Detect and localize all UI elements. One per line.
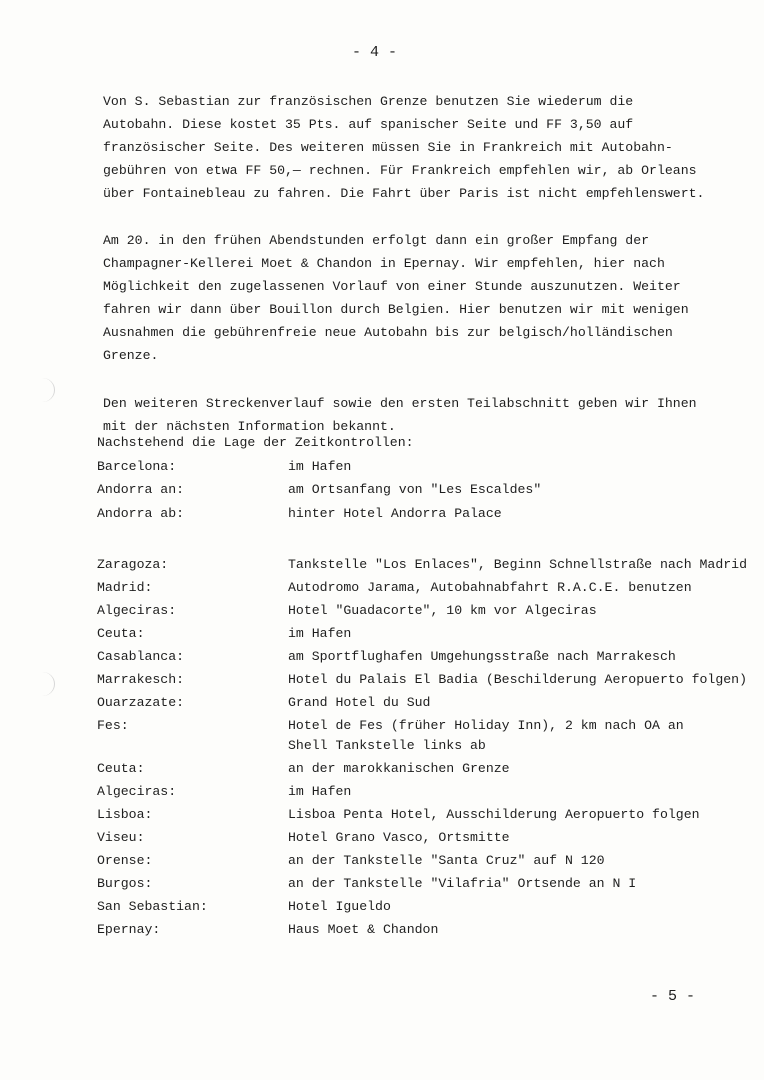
list-item [97, 647, 747, 667]
list-item [97, 555, 747, 575]
control-location: Autodromo Jarama, Autobahnabfahrt R.A.C.E. benutzen [288, 580, 692, 595]
page-number-next: - 5 - [650, 988, 696, 1005]
control-location: Hotel Igueldo [288, 899, 391, 914]
control-place: Ouarzazate: [97, 695, 185, 710]
control-place: Marrakesch: [97, 672, 185, 687]
control-location: Grand Hotel du Sud [288, 695, 431, 710]
list-item [97, 759, 747, 779]
controls-heading: Nachstehend die Lage der Zeitkontrollen: [97, 435, 414, 450]
punch-hole-mark [30, 672, 55, 696]
control-location-line: Hotel de Fes (früher Holiday Inn), 2 km nach OA an [288, 718, 684, 733]
list-item [97, 851, 747, 871]
text-line: Ausnahmen die gebührenfreie neue Autobahn bis zur belgisch/holländischen [103, 325, 673, 340]
control-location: am Ortsanfang von "Les Escaldes" [288, 482, 542, 497]
control-location: Hotel Grano Vasco, Ortsmitte [288, 830, 510, 845]
text-line: französischer Seite. Des weiteren müssen Sie in Frankreich mit Autobahn- [103, 140, 673, 155]
control-location: an der marokkanischen Grenze [288, 761, 510, 776]
control-location [288, 716, 747, 756]
control-location: im Hafen [288, 784, 352, 799]
list-item [97, 480, 747, 500]
control-place: Fes: [97, 718, 129, 733]
control-location: Lisboa Penta Hotel, Ausschilderung Aeropuerto folgen [288, 807, 700, 822]
control-place: Epernay: [97, 922, 161, 937]
control-location: im Hafen [288, 626, 352, 641]
list-item [97, 601, 747, 621]
control-location: Haus Moet & Chandon [288, 922, 439, 937]
control-location: im Hafen [288, 459, 352, 474]
list-item [97, 897, 747, 917]
list-item [97, 624, 747, 644]
text-line: mit der nächsten Information bekannt. [103, 419, 396, 434]
text-line: Autobahn. Diese kostet 35 Pts. auf spanischer Seite und FF 3,50 auf [103, 117, 634, 132]
control-place: Madrid: [97, 580, 153, 595]
control-location: Hotel du Palais El Badia (Beschilderung Aeropuerto folgen) [288, 672, 747, 687]
list-item [97, 693, 747, 713]
list-item [97, 670, 747, 690]
control-place: Viseu: [97, 830, 145, 845]
control-place: Burgos: [97, 876, 153, 891]
list-item [97, 920, 747, 940]
control-place: Barcelona: [97, 459, 177, 474]
list-item [97, 782, 747, 802]
control-place: Algeciras: [97, 784, 177, 799]
text-line: Grenze. [103, 348, 159, 363]
paragraph-streckenverlauf [103, 392, 743, 438]
control-place: Zaragoza: [97, 557, 169, 572]
list-item [97, 874, 747, 894]
control-place: Ceuta: [97, 761, 145, 776]
text-line: fahren wir dann über Bouillon durch Belgien. Hier benutzen wir mit wenigen [103, 302, 689, 317]
text-line: gebühren von etwa FF 50,— rechnen. Für Frankreich empfehlen wir, ab Orleans [103, 163, 697, 178]
control-place: Casablanca: [97, 649, 185, 664]
text-line: Den weiteren Streckenverlauf sowie den ersten Teilabschnitt geben wir Ihnen [103, 396, 697, 411]
control-location: Hotel "Guadacorte", 10 km vor Algeciras [288, 603, 597, 618]
paragraph-autobahn [103, 90, 743, 205]
text-line: Möglichkeit den zugelassenen Vorlauf von einer Stunde auszunutzen. Weiter [103, 279, 681, 294]
list-item [97, 457, 747, 477]
list-item [97, 578, 747, 598]
control-location: an der Tankstelle "Santa Cruz" auf N 120 [288, 853, 605, 868]
list-item [97, 504, 747, 524]
control-place: San Sebastian: [97, 899, 208, 914]
control-place: Ceuta: [97, 626, 145, 641]
punch-hole-mark [30, 378, 55, 402]
control-location-line: Shell Tankstelle links ab [288, 738, 486, 753]
paragraph-empfang [103, 229, 743, 367]
text-line: Champagner-Kellerei Moet & Chandon in Epernay. Wir empfehlen, hier nach [103, 256, 665, 271]
list-item [97, 716, 747, 756]
time-controls-list [97, 457, 747, 940]
control-place: Lisboa: [97, 807, 153, 822]
text-line: Am 20. in den frühen Abendstunden erfolgt dann ein großer Empfang der [103, 233, 650, 248]
group-spacer [97, 524, 747, 555]
control-place: Andorra ab: [97, 506, 185, 521]
list-item [97, 805, 747, 825]
page-number-top: - 4 - [352, 44, 398, 61]
control-location: am Sportflughafen Umgehungsstraße nach Marrakesch [288, 649, 676, 664]
text-line: Von S. Sebastian zur französischen Grenze benutzen Sie wiederum die [103, 94, 634, 109]
control-location: hinter Hotel Andorra Palace [288, 506, 502, 521]
text-line: über Fontainebleau zu fahren. Die Fahrt über Paris ist nicht empfehlenswert. [103, 186, 705, 201]
control-location: Tankstelle "Los Enlaces", Beginn Schnellstraße nach Madrid [288, 557, 747, 572]
control-location: an der Tankstelle "Vilafria" Ortsende an N I [288, 876, 637, 891]
control-place: Algeciras: [97, 603, 177, 618]
control-place: Orense: [97, 853, 153, 868]
list-item [97, 828, 747, 848]
control-place: Andorra an: [97, 482, 185, 497]
